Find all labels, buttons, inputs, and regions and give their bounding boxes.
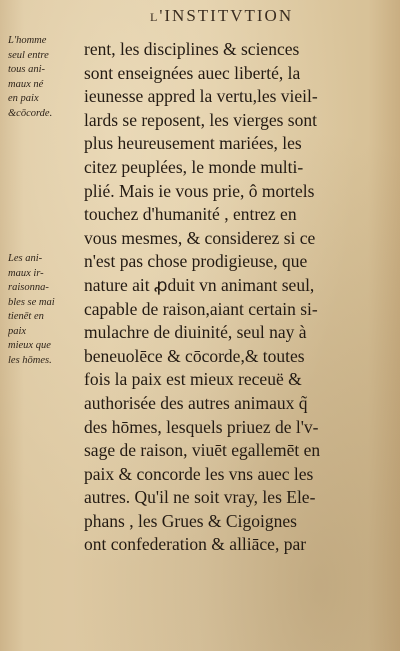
text-line: mulachre de diuinité, seul nay à: [84, 322, 307, 343]
margin-note-line: Les ani-: [8, 253, 43, 264]
text-line: n'est pas chose prodigieuse, que: [84, 251, 308, 272]
text-line: ieunesse appred la vertu,les vieil-: [84, 86, 318, 107]
text-line: nature ait ꝓduit vn animant seul,: [84, 274, 315, 295]
margin-note-line: &cōcorde.: [8, 107, 53, 119]
margin-note-line: bles se mai: [8, 296, 55, 308]
text-line: sont enseignées auec liberté, la: [84, 62, 301, 83]
margin-note-line: tienēt en: [8, 311, 44, 322]
text-line: fois la paix est mieux receuë &: [84, 369, 302, 390]
margin-note-line: mieux que: [8, 340, 51, 351]
text-line: des hōmes, lesquels priuez de l'v-: [84, 416, 319, 437]
text-line: authorisée des autres animaux q̃: [84, 392, 308, 413]
text-line: lards se reposent, les vierges sont: [84, 109, 317, 130]
text-line: citez peuplées, le monde multi-: [84, 156, 304, 177]
text-line: plié. Mais ie vous prie, ô mortels: [84, 180, 315, 201]
text-line: beneuolēce & cōcorde,& toutes: [84, 345, 305, 366]
text-line: sage de raison, viuēt egallemēt en: [84, 440, 321, 461]
margin-note: [8, 34, 92, 121]
text-line: plus heureusement mariées, les: [84, 133, 302, 154]
margin-note-line: raisonna-: [8, 282, 49, 293]
margin-note-line: tous ani-: [8, 64, 46, 75]
text-line: capable de raison,aiant certain si-: [84, 298, 318, 319]
margin-note-line: seul entre: [8, 49, 49, 61]
text-line: touchez d'humanité , entrez en: [84, 204, 297, 225]
text-line: rent, les disciplines & sciences: [84, 39, 300, 59]
text-line: vous mesmes, & considerez si ce: [84, 227, 316, 248]
margin-note-line: les hōmes.: [8, 354, 52, 366]
margin-note-line: paix: [8, 325, 27, 337]
margin-note: [8, 252, 92, 368]
text-line: autres. Qu'il ne soit vray, les Ele-: [84, 487, 316, 508]
text-line: phans , les Grues & Cigoignes: [84, 510, 297, 531]
margin-note-line: maux né: [8, 78, 44, 90]
running-head: l'INSTITVTION: [150, 6, 294, 25]
text-line: ont confederation & alliāce, par: [84, 534, 307, 555]
margin-note-line: en paix: [8, 93, 39, 104]
margin-note-line: maux ir-: [8, 267, 44, 279]
margin-note-line: L'homme: [8, 35, 47, 46]
text-line: paix & concorde les vns auec les: [84, 463, 314, 484]
body-text: [84, 38, 384, 557]
